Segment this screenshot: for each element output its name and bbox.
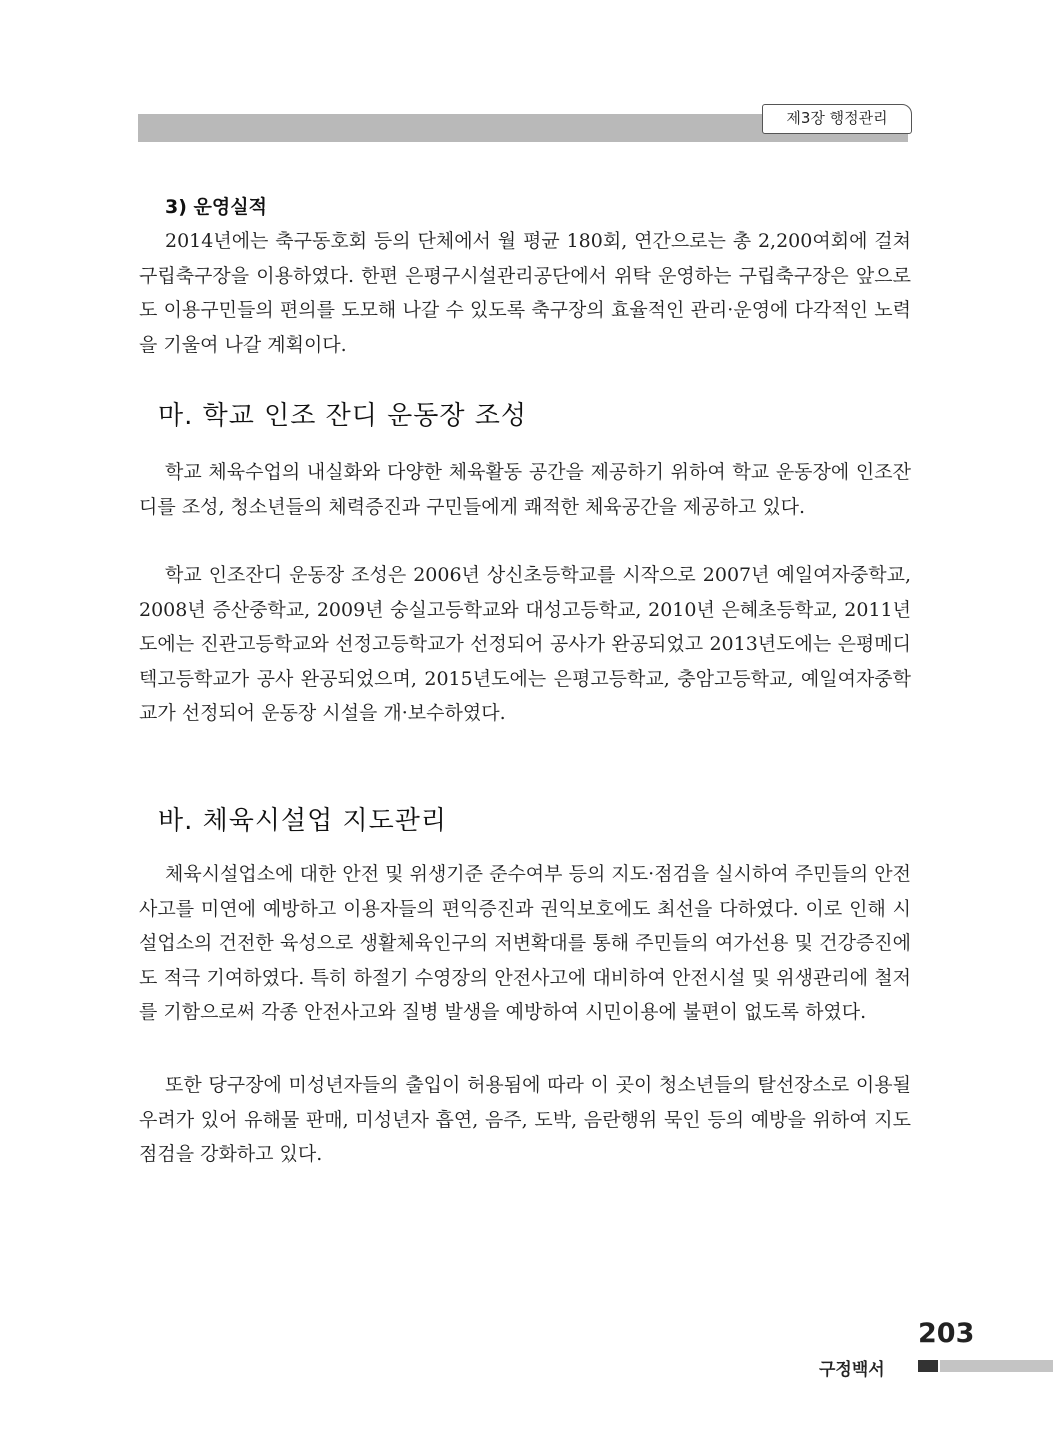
- footer-accent-block: [918, 1360, 938, 1372]
- sports-facility-paragraph-1: 체육시설업소에 대한 안전 및 위생기준 준수여부 등의 지도·점검을 실시하여 주민들의 안전사고를 미연에 예방하고 이용자들의 편익증진과 권익보호에도 최선을 다하였다. 이로 인해 시설업소의 건전한 육성으로 생활체육인구의 저변확대를 통해 주민들의 여가선용 및 건강증진에도 적극 기여하였다. 특히 하절기 수영장의 안전사고에 대비하여 안전시설 및 위생관리에 철저를 기함으로써 각종 안전사고와 질병 발생을 예방하여 시민이용에 불편이 없도록 하였다.: [139, 863, 911, 1023]
- footer-publication-label: 구정백서: [819, 1360, 885, 1380]
- subsection-heading-performance: 3) 운영실적: [165, 196, 267, 218]
- artificial-turf-paragraph-1: 학교 체육수업의 내실화와 다양한 체육활동 공간을 제공하기 위하여 학교 운동장에 인조잔디를 조성, 청소년들의 체력증진과 구민들에게 쾌적한 체육공간을 제공하고 있다.: [139, 461, 911, 518]
- section-title-artificial-turf: 마. 학교 인조 잔디 운동장 조성: [158, 401, 527, 431]
- page-number: 203: [918, 1318, 975, 1349]
- performance-paragraph: 2014년에는 축구동호회 등의 단체에서 월 평균 180회, 연간으로는 총 2,200여회에 걸쳐 구립축구장을 이용하였다. 한편 은평구시설관리공단에서 위탁 운영하는 구립축구장은 앞으로도 이용구민들의 편의를 도모해 나갈 수 있도록 축구장의 효율적인 관리·운영에 다각적인 노력을 기울여 나갈 계획이다.: [139, 230, 911, 356]
- artificial-turf-paragraph-2: 학교 인조잔디 운동장 조성은 2006년 상신초등학교를 시작으로 2007년 예일여자중학교, 2008년 증산중학교, 2009년 숭실고등학교와 대성고등학교, 2010년 은혜초등학교, 2011년도에는 진관고등학교와 선정고등학교가 선정되어 공사가 완공되었고 2013년도에는 은평메디텍고등학교가 공사 완공되었으며, 2015년도에는 은평고등학교, 충암고등학교, 예일여자중학교가 선정되어 운동장 시설을 개·보수하였다.: [139, 564, 911, 724]
- chapter-tab: 제3장 행정관리: [762, 104, 912, 134]
- sports-facility-paragraph-2: 또한 당구장에 미성년자들의 출입이 허용됨에 따라 이 곳이 청소년들의 탈선장소로 이용될 우려가 있어 유해물 판매, 미성년자 흡연, 음주, 도박, 음란행위 묵인 등의 예방을 위하여 지도점검을 강화하고 있다.: [139, 1074, 911, 1165]
- section-title-sports-facility-guidance: 바. 체육시설업 지도관리: [158, 806, 447, 836]
- footer-bar: [940, 1360, 1053, 1372]
